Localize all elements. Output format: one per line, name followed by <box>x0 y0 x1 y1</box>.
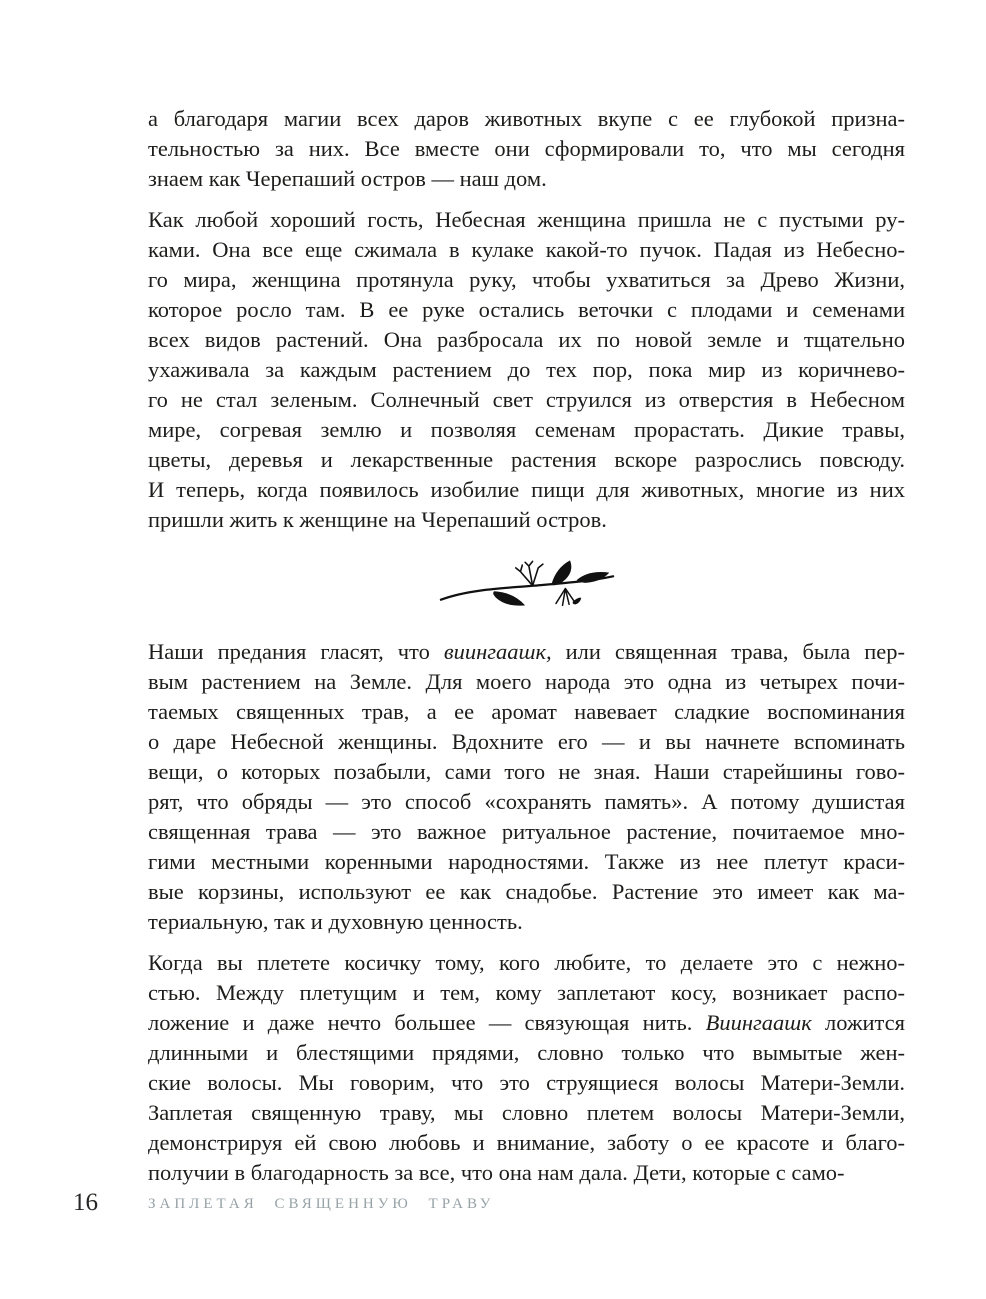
section-divider <box>148 553 905 609</box>
paragraph <box>148 104 905 194</box>
text-line: го мира, женщина протянула руку, чтобы ухватиться за Древо Жизни, <box>148 267 905 292</box>
text-line: Как любой хороший гость, Небесная женщина пришла не с пустыми ру- <box>148 207 905 232</box>
section-bottom <box>148 637 905 1188</box>
text-line: всех видов растений. Она разбросала их по новой земле и тщательно <box>148 327 905 352</box>
text-line: мире, согревая землю и позволяя семенам прорастать. Дикие травы, <box>148 417 905 442</box>
text-line: тельностью за них. Все вместе они сформировали то, что мы сегодня <box>148 136 905 161</box>
text-line: го не стал зеленым. Солнечный свет струился из отверстия в Небесном <box>148 387 905 412</box>
section-top <box>148 104 905 535</box>
text-line: о даре Небесной женщины. Вдохните его — и вы начнете вспоминать <box>148 729 905 754</box>
text-line: ские волосы. Мы говорим, что это струящиеся волосы Матери-Земли. <box>148 1070 905 1095</box>
text-line: Заплетая священную траву, мы словно плетем волосы Матери-Земли, <box>148 1100 905 1125</box>
text-line: цветы, деревья и лекарственные растения вскоре разрослись повсюду. <box>148 447 905 472</box>
page-footer <box>0 1189 986 1229</box>
text-line: стью. Между плетущим и тем, кому заплетают косу, возникает распо- <box>148 980 905 1005</box>
text-line: которое росло там. В ее руке остались веточки с плодами и семенами <box>148 297 905 322</box>
text-line: вещи, о которых позабыли, сами того не зная. Наши старейшины гово- <box>148 759 905 784</box>
text-line: вым растением на Земле. Для моего народа это одна из четырех почи- <box>148 669 905 694</box>
text-line: ложение и даже нечто большее — связующая нить. Виингаашк ложится <box>148 1010 906 1035</box>
page-number: 16 <box>73 1189 98 1216</box>
text-line: Когда вы плетете косичку тому, кого любите, то делаете это с нежно- <box>148 950 905 975</box>
text-line: а благодаря магии всех даров животных вкупе с ее глубокой призна- <box>148 106 905 131</box>
text-line: длинными и блестящими прядями, словно только что вымытые жен- <box>148 1040 905 1065</box>
text-line: вые корзины, используют ее как снадобье. Растение это имеет как ма- <box>148 879 905 904</box>
text-line: знаем как Черепаший остров — наш дом. <box>148 166 547 191</box>
text-line: таемых священных трав, а ее аромат навевает сладкие воспоминания <box>148 699 905 724</box>
paragraph <box>148 637 905 937</box>
text-line: И теперь, когда появилось изобилие пищи для животных, многие из них <box>148 477 905 502</box>
text-line: ухаживала за каждым растением до тех пор, пока мир из коричнево- <box>148 357 905 382</box>
paragraph <box>148 948 905 1188</box>
text-line: рят, что обряды — это способ «сохранять память». А потому душистая <box>148 789 905 814</box>
sweetgrass-sprig-icon <box>432 552 622 610</box>
text-line: демонстрируя ей свою любовь и внимание, заботу о ее красоте и благо- <box>148 1130 905 1155</box>
text-line: пришли жить к женщине на Черепаший остров. <box>148 507 607 532</box>
text-line: священная трава — это важное ритуальное растение, почитаемое мно- <box>148 819 905 844</box>
text-line: Наши предания гласят, что виингаашк, или священная трава, была пер- <box>148 639 906 664</box>
text-line: ками. Она все еще сжимала в кулаке какой-то пучок. Падая из Небесно- <box>148 237 905 262</box>
text-line: получии в благодарность за все, что она нам дала. Дети, которые с само- <box>148 1160 845 1185</box>
paragraph <box>148 205 905 535</box>
running-title: ЗАПЛЕТАЯ СВЯЩЕННУЮ ТРАВУ <box>148 1196 495 1212</box>
text-line: гими местными коренными народностями. Также из нее плетут краси- <box>148 849 905 874</box>
text-block <box>148 104 905 1199</box>
text-line: териальную, так и духовную ценность. <box>148 909 523 934</box>
